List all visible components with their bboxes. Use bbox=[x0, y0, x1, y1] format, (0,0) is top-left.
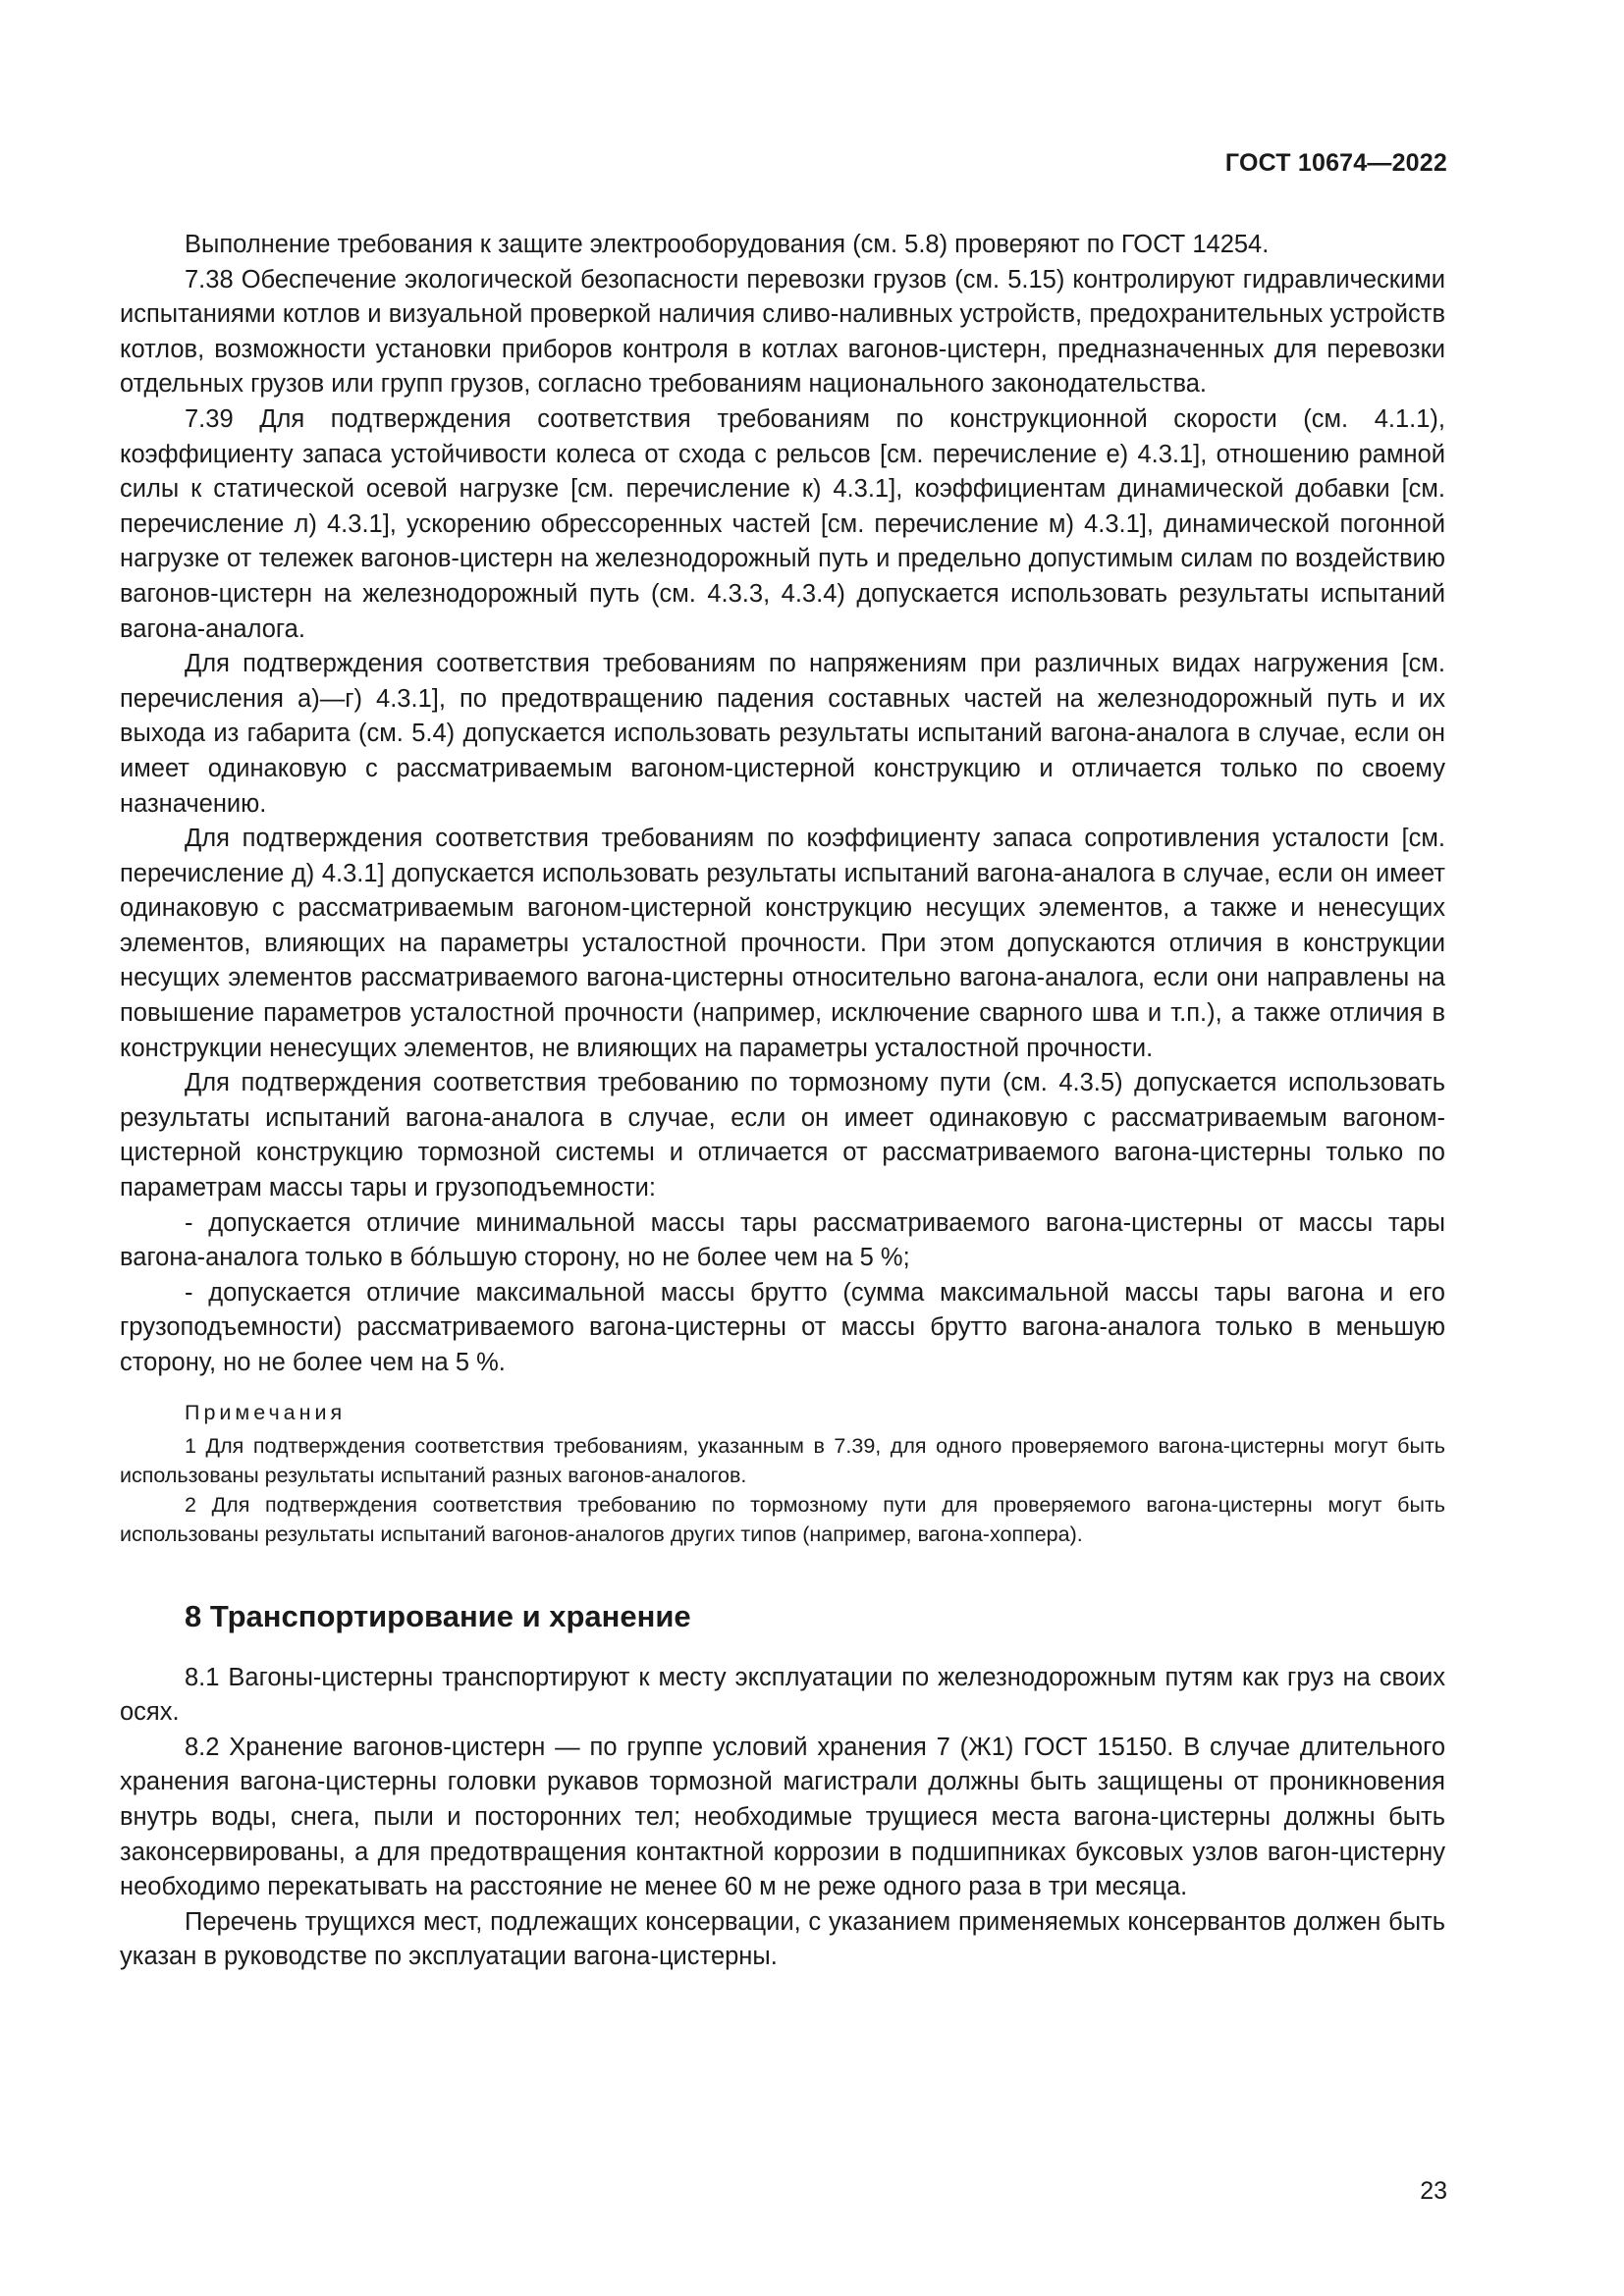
notes-block bbox=[120, 1398, 1445, 1549]
paragraph-8-1: 8.1 Вагоны-цистерны транспортируют к месту эксплуатации по железнодорожным путям как груз на своих осях. bbox=[120, 1663, 1445, 1727]
page-content bbox=[120, 228, 1445, 1975]
notes-title: Примечания bbox=[185, 1400, 347, 1424]
paragraph-fatigue-requirements: Для подтверждения соответствия требованиям по коэффициенту запаса сопротивления усталости [см. перечисление д) 4.3.1] допускается использовать результаты испытаний вагона-аналога в случае, если он имеет одинаковую с рассматриваемым вагоном-цистерной конструкцию несущих элементов, а также и ненесущих элементов, влияющих на параметры усталостной прочности. При этом допускаются отличия в конструкции несущих элементов рассматриваемого вагона-цистерны относительно вагона-аналога, если они направлены на повышение параметров усталостной прочности (например, исключение сварного шва и т.п.), а также отличия в конструкции ненесущих элементов, не влияющих на параметры усталостной прочности. bbox=[120, 825, 1445, 1062]
document-code-header: ГОСТ 10674—2022 bbox=[1224, 149, 1447, 177]
paragraph-7-38: 7.38 Обеспечение экологической безопасности перевозки грузов (см. 5.15) контролируют гидравлическими испытаниями котлов и визуальной проверкой наличия сливо-наливных устройств, предохранительных устройств котлов, возможности установки приборов контроля в котлах вагонов-цистерн, предназначенных для перевозки отдельных грузов или групп грузов, согласно требованиям национального законодательства. bbox=[120, 265, 1445, 399]
paragraph-braking-distance: Для подтверждения соответствия требованию по тормозному пути (см. 4.3.5) допускается использовать результаты испытаний вагона-аналога в случае, если он имеет одинаковую с рассматриваемым вагоном-цистерной конструкцию тормозной системы и отличается от рассматриваемого вагона-цистерны только по параметрам массы тары и грузоподъемности: bbox=[120, 1069, 1445, 1202]
note-item-2: 2 Для подтверждения соответствия требованию по тормозному пути для проверяемого вагона-цистерны могут быть использованы результаты испытаний вагонов-аналогов других типов (например, вагона-хоппера). bbox=[120, 1492, 1445, 1546]
list-item-tare-mass: - допускается отличие минимальной массы тары рассматриваемого вагона-цистерны от массы тары вагона-аналога только в бóльшую сторону, но не более чем на 5 %; bbox=[120, 1208, 1445, 1272]
paragraph-8-2: 8.2 Хранение вагонов-цистерн — по группе условий хранения 7 (Ж1) ГОСТ 15150. В случае длительного хранения вагона-цистерны головки рукавов тормозной магистрали должны быть защищены от проникновения внутрь воды, снега, пыли и посторонних тел; необходимые трущиеся места вагона-цистерны должны быть законсервированы, а для предотвращения контактной коррозии в подшипниках буксовых узлов вагон-цистерну необходимо перекатывать на расстояние не менее 60 м не реже одного раза в три месяца. bbox=[120, 1733, 1445, 1901]
paragraph-7-39: 7.39 Для подтверждения соответствия требованиям по конструкционной скорости (см. 4.1.1), коэффициенту запаса устойчивости колеса от схода с рельсов [см. перечисление е) 4.3.1], отношению рамной силы к статической осевой нагрузке [см. перечисление к) 4.3.1], коэффициентам динамической добавки [см. перечисление л) 4.3.1], ускорению обрессоренных частей [см. перечисление м) 4.3.1], динамической погонной нагрузке от тележек вагонов-цистерн на железнодорожный путь и предельно допустимым силам по воздействию вагонов-цистерн на железнодорожный путь (см. 4.3.3, 4.3.4) допускается использовать результаты испытаний вагона-аналога. bbox=[120, 404, 1445, 643]
list-item-gross-mass: - допускается отличие максимальной массы брутто (сумма максимальной массы тары вагона и его грузоподъемности) рассматриваемого вагона-цистерны от массы брутто вагона-аналога только в меньшую сторону, но не более чем на 5 %. bbox=[120, 1278, 1445, 1376]
note-item-1: 1 Для подтверждения соответствия требованиям, указанным в 7.39, для одного проверяемого вагона-цистерны могут быть использованы результаты испытаний разных вагонов-аналогов. bbox=[120, 1433, 1445, 1487]
section-8-heading: 8 Транспортирование и хранение bbox=[185, 1598, 691, 1633]
paragraph-lubrication-list: Перечень трущихся мест, подлежащих консервации, с указанием применяемых консервантов должен быть указан в руководстве по эксплуатации вагона-цистерны. bbox=[120, 1907, 1445, 1971]
paragraph-electrical-protection: Выполнение требования к защите электрооборудования (см. 5.8) проверяют по ГОСТ 14254. bbox=[185, 231, 1270, 258]
paragraph-stress-requirements: Для подтверждения соответствия требованиям по напряжениям при различных видах нагружения [см. перечисления а)—г) 4.3.1], по предотвращению падения составных частей на железнодорожный путь и их выхода из габарита (см. 5.4) допускается использовать результаты испытаний вагона-аналога в случае, если он имеет одинаковую с рассматриваемым вагоном-цистерной конструкцию и отличается только по своему назначению. bbox=[120, 650, 1445, 818]
page-number: 23 bbox=[1420, 2177, 1447, 2205]
